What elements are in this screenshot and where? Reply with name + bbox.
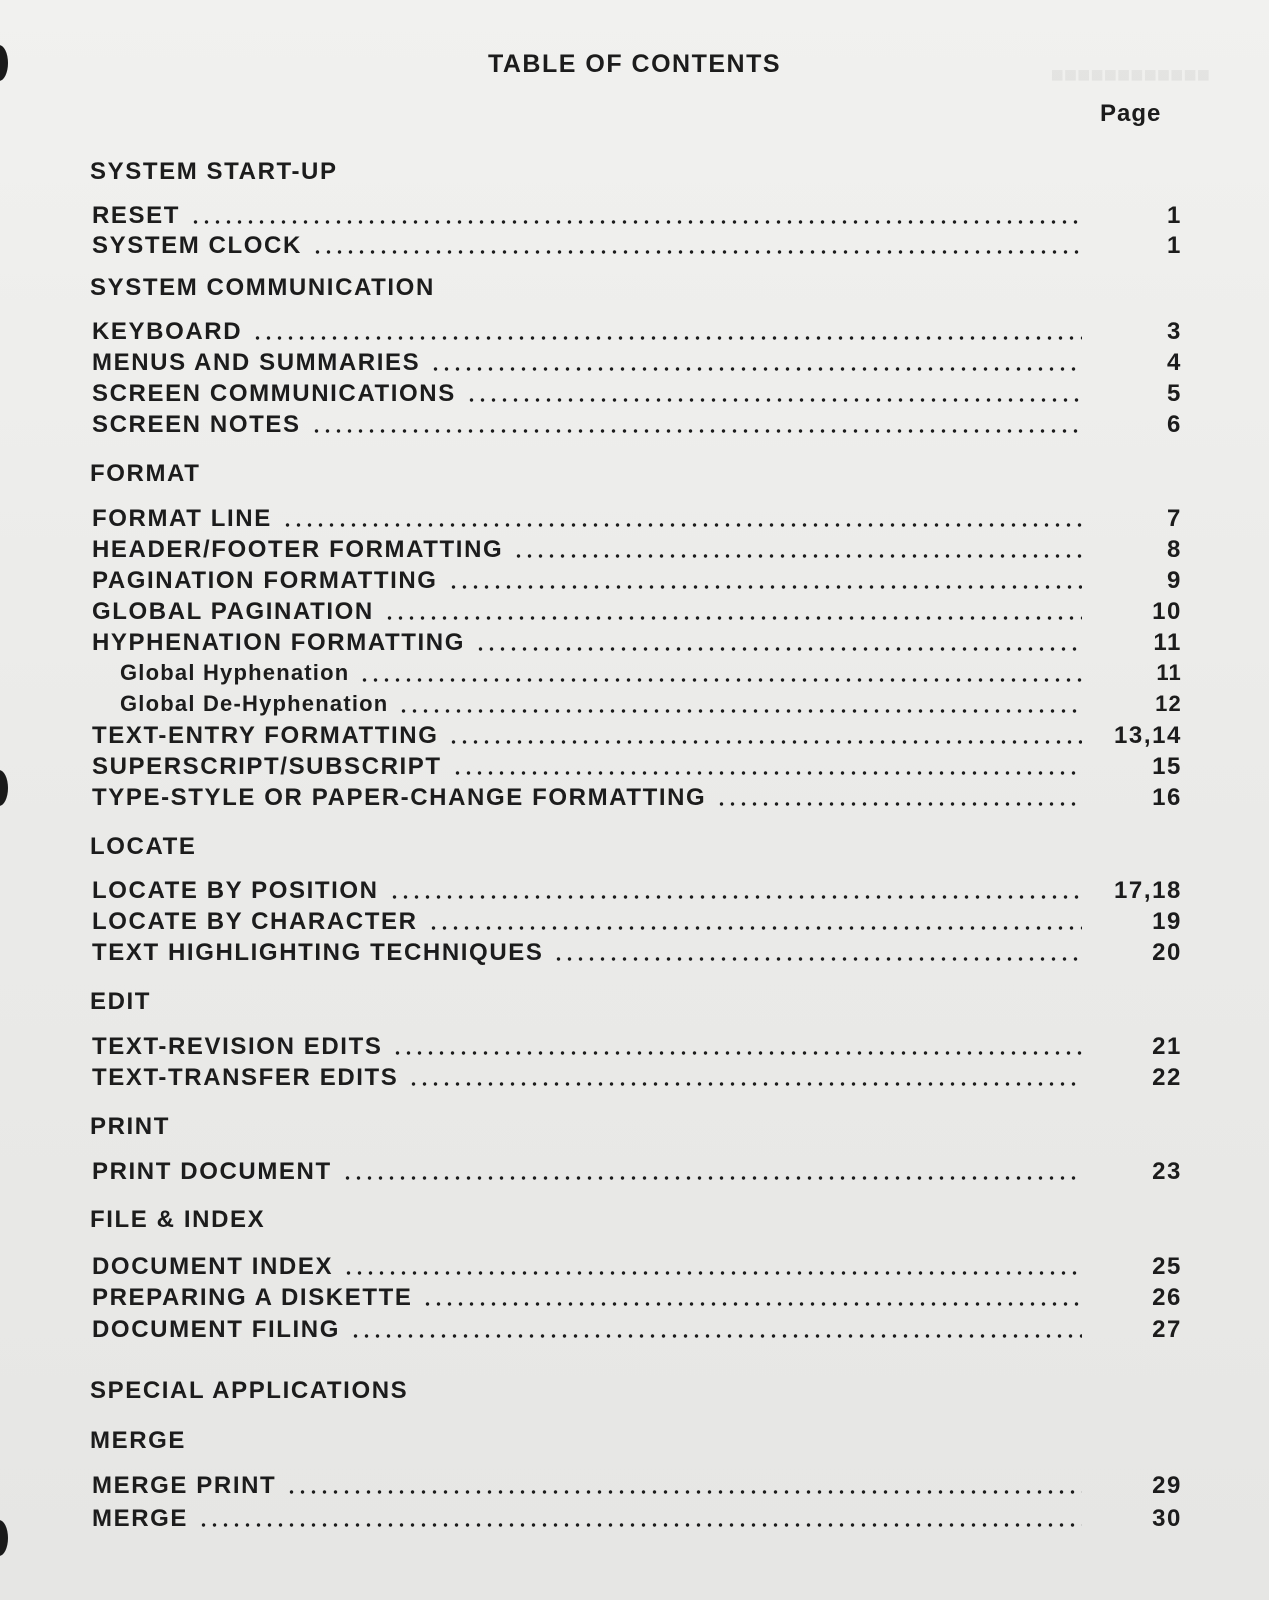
entry-title: DOCUMENT INDEX xyxy=(92,1253,334,1280)
toc-entry xyxy=(92,1253,1182,1283)
show-through-text: ■■■■■■■■■■■■ xyxy=(1050,62,1210,87)
toc-entry xyxy=(92,908,1182,938)
binder-hole xyxy=(0,770,8,806)
dot-leader xyxy=(190,220,1082,224)
toc-entry xyxy=(92,1316,1182,1346)
entry-title: PAGINATION FORMATTING xyxy=(92,567,438,594)
entry-title: MERGE xyxy=(92,1505,189,1532)
toc-entry xyxy=(92,1033,1182,1063)
toc-entry xyxy=(92,567,1182,597)
toc-entry xyxy=(92,1158,1182,1188)
entry-page: 11 xyxy=(1156,660,1182,685)
entry-page: 17,18 xyxy=(1113,877,1182,904)
entry-page: 13,14 xyxy=(1113,722,1182,749)
dot-leader xyxy=(359,678,1082,682)
entry-title: PREPARING A DISKETTE xyxy=(92,1284,413,1311)
entry-title: HYPHENATION FORMATTING xyxy=(92,629,465,656)
entry-page: 29 xyxy=(1152,1472,1182,1499)
entry-title: LOCATE BY POSITION xyxy=(92,877,379,904)
toc-entry xyxy=(92,722,1182,752)
toc-entry xyxy=(92,1505,1182,1535)
toc-entry xyxy=(92,411,1182,441)
dot-leader xyxy=(350,1334,1082,1338)
toc-entry xyxy=(92,939,1182,969)
dot-leader xyxy=(448,585,1082,589)
entry-page: 6 xyxy=(1167,411,1182,438)
entry-title: SCREEN NOTES xyxy=(92,411,301,438)
entry-page: 1 xyxy=(1167,232,1182,259)
dot-leader xyxy=(716,802,1082,806)
dot-leader xyxy=(389,895,1082,899)
entry-title: GLOBAL PAGINATION xyxy=(92,598,374,625)
toc-subentry xyxy=(120,660,1182,690)
entry-page: 4 xyxy=(1167,349,1182,376)
page-column-label: Page xyxy=(1100,100,1162,127)
section-heading: FILE & INDEX xyxy=(90,1206,266,1233)
toc-entry xyxy=(92,505,1182,535)
toc-entry xyxy=(92,877,1182,907)
section-heading: EDIT xyxy=(90,988,152,1015)
entry-title: PRINT DOCUMENT xyxy=(92,1158,332,1185)
entry-title: TEXT-TRANSFER EDITS xyxy=(92,1064,399,1091)
dot-leader xyxy=(448,740,1082,744)
dot-leader xyxy=(428,926,1082,930)
toc-entry xyxy=(92,753,1182,783)
entry-title: TEXT-ENTRY FORMATTING xyxy=(92,722,439,749)
entry-page: 26 xyxy=(1152,1284,1182,1311)
dot-leader xyxy=(311,429,1082,433)
toc-entry xyxy=(92,784,1182,814)
section-heading: SYSTEM START-UP xyxy=(90,158,338,185)
entry-page: 20 xyxy=(1152,939,1182,966)
dot-leader xyxy=(513,554,1082,558)
dot-leader xyxy=(286,1490,1082,1494)
entry-page: 22 xyxy=(1152,1064,1182,1091)
section-heading: LOCATE xyxy=(90,833,197,860)
entry-page: 12 xyxy=(1155,691,1182,716)
toc-entry xyxy=(92,536,1182,566)
entry-page: 21 xyxy=(1152,1033,1182,1060)
section-heading: SYSTEM COMMUNICATION xyxy=(90,274,435,301)
entry-title: SCREEN COMMUNICATIONS xyxy=(92,380,456,407)
entry-page: 25 xyxy=(1152,1253,1182,1280)
entry-title: TEXT HIGHLIGHTING TECHNIQUES xyxy=(92,939,544,966)
toc-entry xyxy=(92,380,1182,410)
entry-title: TYPE-STYLE OR PAPER-CHANGE FORMATTING xyxy=(92,784,707,811)
entry-title: KEYBOARD xyxy=(92,318,243,345)
entry-title: HEADER/FOOTER FORMATTING xyxy=(92,536,504,563)
entry-page: 8 xyxy=(1167,536,1182,563)
toc-entry xyxy=(92,629,1182,659)
toc-entry xyxy=(92,232,1182,262)
entry-page: 9 xyxy=(1167,567,1182,594)
binder-hole xyxy=(0,1520,8,1556)
section-heading: SPECIAL APPLICATIONS xyxy=(90,1377,409,1404)
dot-leader xyxy=(452,771,1082,775)
dot-leader xyxy=(475,647,1082,651)
entry-title: LOCATE BY CHARACTER xyxy=(92,908,418,935)
toc-entry xyxy=(92,202,1182,232)
dot-leader xyxy=(392,1051,1082,1055)
dot-leader xyxy=(312,250,1082,254)
entry-page: 27 xyxy=(1152,1316,1182,1343)
toc-entry xyxy=(92,1472,1182,1502)
page-title: TABLE OF CONTENTS xyxy=(487,50,782,78)
toc-entry xyxy=(92,1284,1182,1314)
entry-page: 19 xyxy=(1152,908,1182,935)
toc-subentry xyxy=(120,691,1182,721)
entry-page: 5 xyxy=(1167,380,1182,407)
entry-title: Global De-Hyphenation xyxy=(120,691,389,716)
entry-title: SYSTEM CLOCK xyxy=(92,232,302,259)
entry-title: DOCUMENT FILING xyxy=(92,1316,340,1343)
entry-page: 3 xyxy=(1167,318,1182,345)
entry-title: MENUS AND SUMMARIES xyxy=(92,349,421,376)
toc-entry xyxy=(92,1064,1182,1094)
section-heading: MERGE xyxy=(90,1427,187,1454)
entry-title: FORMAT LINE xyxy=(92,505,272,532)
entry-title: RESET xyxy=(92,202,181,229)
dot-leader xyxy=(198,1523,1082,1527)
dot-leader xyxy=(430,367,1082,371)
entry-page: 15 xyxy=(1152,753,1182,780)
entry-page: 11 xyxy=(1153,629,1182,656)
dot-leader xyxy=(398,709,1082,713)
entry-page: 7 xyxy=(1167,505,1182,532)
entry-title: MERGE PRINT xyxy=(92,1472,277,1499)
dot-leader xyxy=(252,336,1082,340)
entry-page: 16 xyxy=(1152,784,1182,811)
toc-entry xyxy=(92,318,1182,348)
dot-leader xyxy=(553,957,1082,961)
entry-page: 10 xyxy=(1152,598,1182,625)
dot-leader xyxy=(342,1176,1082,1180)
entry-page: 30 xyxy=(1152,1505,1182,1532)
entry-title: TEXT-REVISION EDITS xyxy=(92,1033,383,1060)
dot-leader xyxy=(343,1271,1082,1275)
dot-leader xyxy=(384,616,1082,620)
dot-leader xyxy=(422,1302,1082,1306)
entry-page: 1 xyxy=(1167,202,1182,229)
section-heading: PRINT xyxy=(90,1113,170,1140)
dot-leader xyxy=(466,398,1082,402)
dot-leader xyxy=(282,523,1082,527)
dot-leader xyxy=(408,1082,1082,1086)
entry-title: SUPERSCRIPT/SUBSCRIPT xyxy=(92,753,442,780)
section-heading: FORMAT xyxy=(90,460,201,487)
entry-page: 23 xyxy=(1152,1158,1182,1185)
entry-title: Global Hyphenation xyxy=(120,660,350,685)
toc-entry xyxy=(92,598,1182,628)
toc-entry xyxy=(92,349,1182,379)
